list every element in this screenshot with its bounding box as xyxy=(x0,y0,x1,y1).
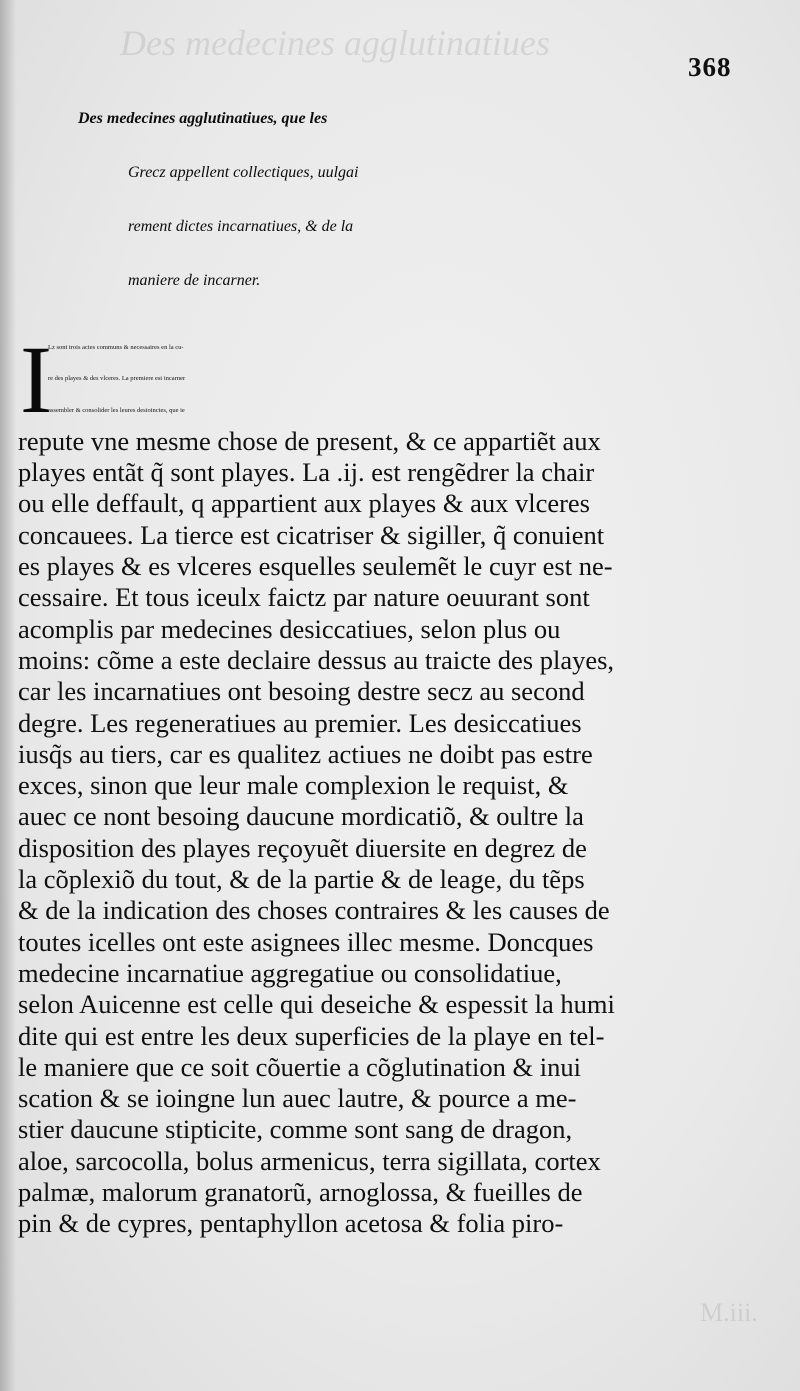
text-line: auec ce nont besoing daucune mordicatiõ, & oultre la xyxy=(18,801,584,832)
heading-line: Grecz appellent collectiques, uulgai xyxy=(128,164,359,181)
text-line: es playes & es vlceres esquelles seulemẽt le cuyr est ne- xyxy=(18,551,613,582)
text-line: selon Auicenne est celle qui deseiche & espessit la humi xyxy=(18,989,615,1020)
text-line: le maniere que ce soit cõuertie a cõglutination & inui xyxy=(18,1051,581,1082)
text-line: Lz sont trois actes communs & necessaires en la cu- xyxy=(48,344,184,351)
text-line: dite qui est entre les deux superficies de la playe en tel- xyxy=(18,1020,605,1051)
text-line: aloe, sarcocolla, bolus armenicus, terra sigillata, cortex xyxy=(18,1145,601,1176)
drop-cap: I xyxy=(20,326,52,433)
chapter-heading xyxy=(0,92,700,308)
text-line: repute vne mesme chose de present, & ce appartiẽt aux xyxy=(18,425,601,456)
text-line: iusq̃s au tiers, car es qualitez actiues ne doibt pas estre xyxy=(18,738,593,769)
text-line: re des playes & des vlceres. La premiere est incarner xyxy=(48,375,186,383)
show-through-signature: M.iii. xyxy=(700,1298,758,1327)
text-line: playes entãt q̃ sont playes. La .ij. est rengẽdrer la chair xyxy=(18,457,595,488)
heading-line: rement dictes incarnatiues, & de la xyxy=(128,218,354,235)
heading-line: maniere de incarner. xyxy=(128,272,261,289)
text-line: & de la indication des choses contraires & les causes de xyxy=(18,895,610,926)
text-line: acomplis par medecines desiccatiues, selon plus ou xyxy=(18,613,561,644)
text-line: assembler & consolider les leures desioinctes, que ie xyxy=(48,406,185,414)
text-line: disposition des playes reçoyuẽt diuersite en degrez de xyxy=(18,832,587,863)
text-line: ou elle deffault, q appartient aux playes & aux vlceres xyxy=(18,488,590,519)
text-line: toutes icelles ont este asignees illec mesme. Doncques xyxy=(18,926,594,957)
text-line: concauees. La tierce est cicatriser & sigiller, q̃ conuient xyxy=(18,519,605,550)
body-text xyxy=(18,326,718,1240)
text-line: cessaire. Et tous iceulx faictz par nature oeuurant sont xyxy=(18,582,590,613)
text-line: medecine incarnatiue aggregatiue ou consolidatiue, xyxy=(18,957,562,988)
text-line: palmæ, malorum granatorũ, arnoglossa, & fueilles de xyxy=(18,1177,583,1208)
heading-line: Des medecines agglutinatiues, que les xyxy=(78,110,328,127)
text-line: exces, sinon que leur male complexion le requist, & xyxy=(18,770,569,801)
show-through-text: Des medecines agglutinatiues xyxy=(120,23,550,63)
text-line: stier daucune stipticite, comme sont sang de dragon, xyxy=(18,1114,573,1145)
text-line: moins: cõme a este declaire dessus au traicte des playes, xyxy=(18,644,615,675)
text-line: scation & se ioingne lun auec lautre, & pource a me- xyxy=(18,1083,577,1114)
text-line: la cõplexiõ du tout, & de la partie & de leage, du tẽps xyxy=(18,864,585,895)
text-line: pin & de cypres, pentaphyllon acetosa & folia piro- xyxy=(18,1208,564,1239)
page-number: 368 xyxy=(688,52,732,82)
text-line: car les incarnatiues ont besoing destre secz au second xyxy=(18,676,585,707)
text-line: degre. Les regeneratiues au premier. Les desiccatiues xyxy=(18,707,582,738)
